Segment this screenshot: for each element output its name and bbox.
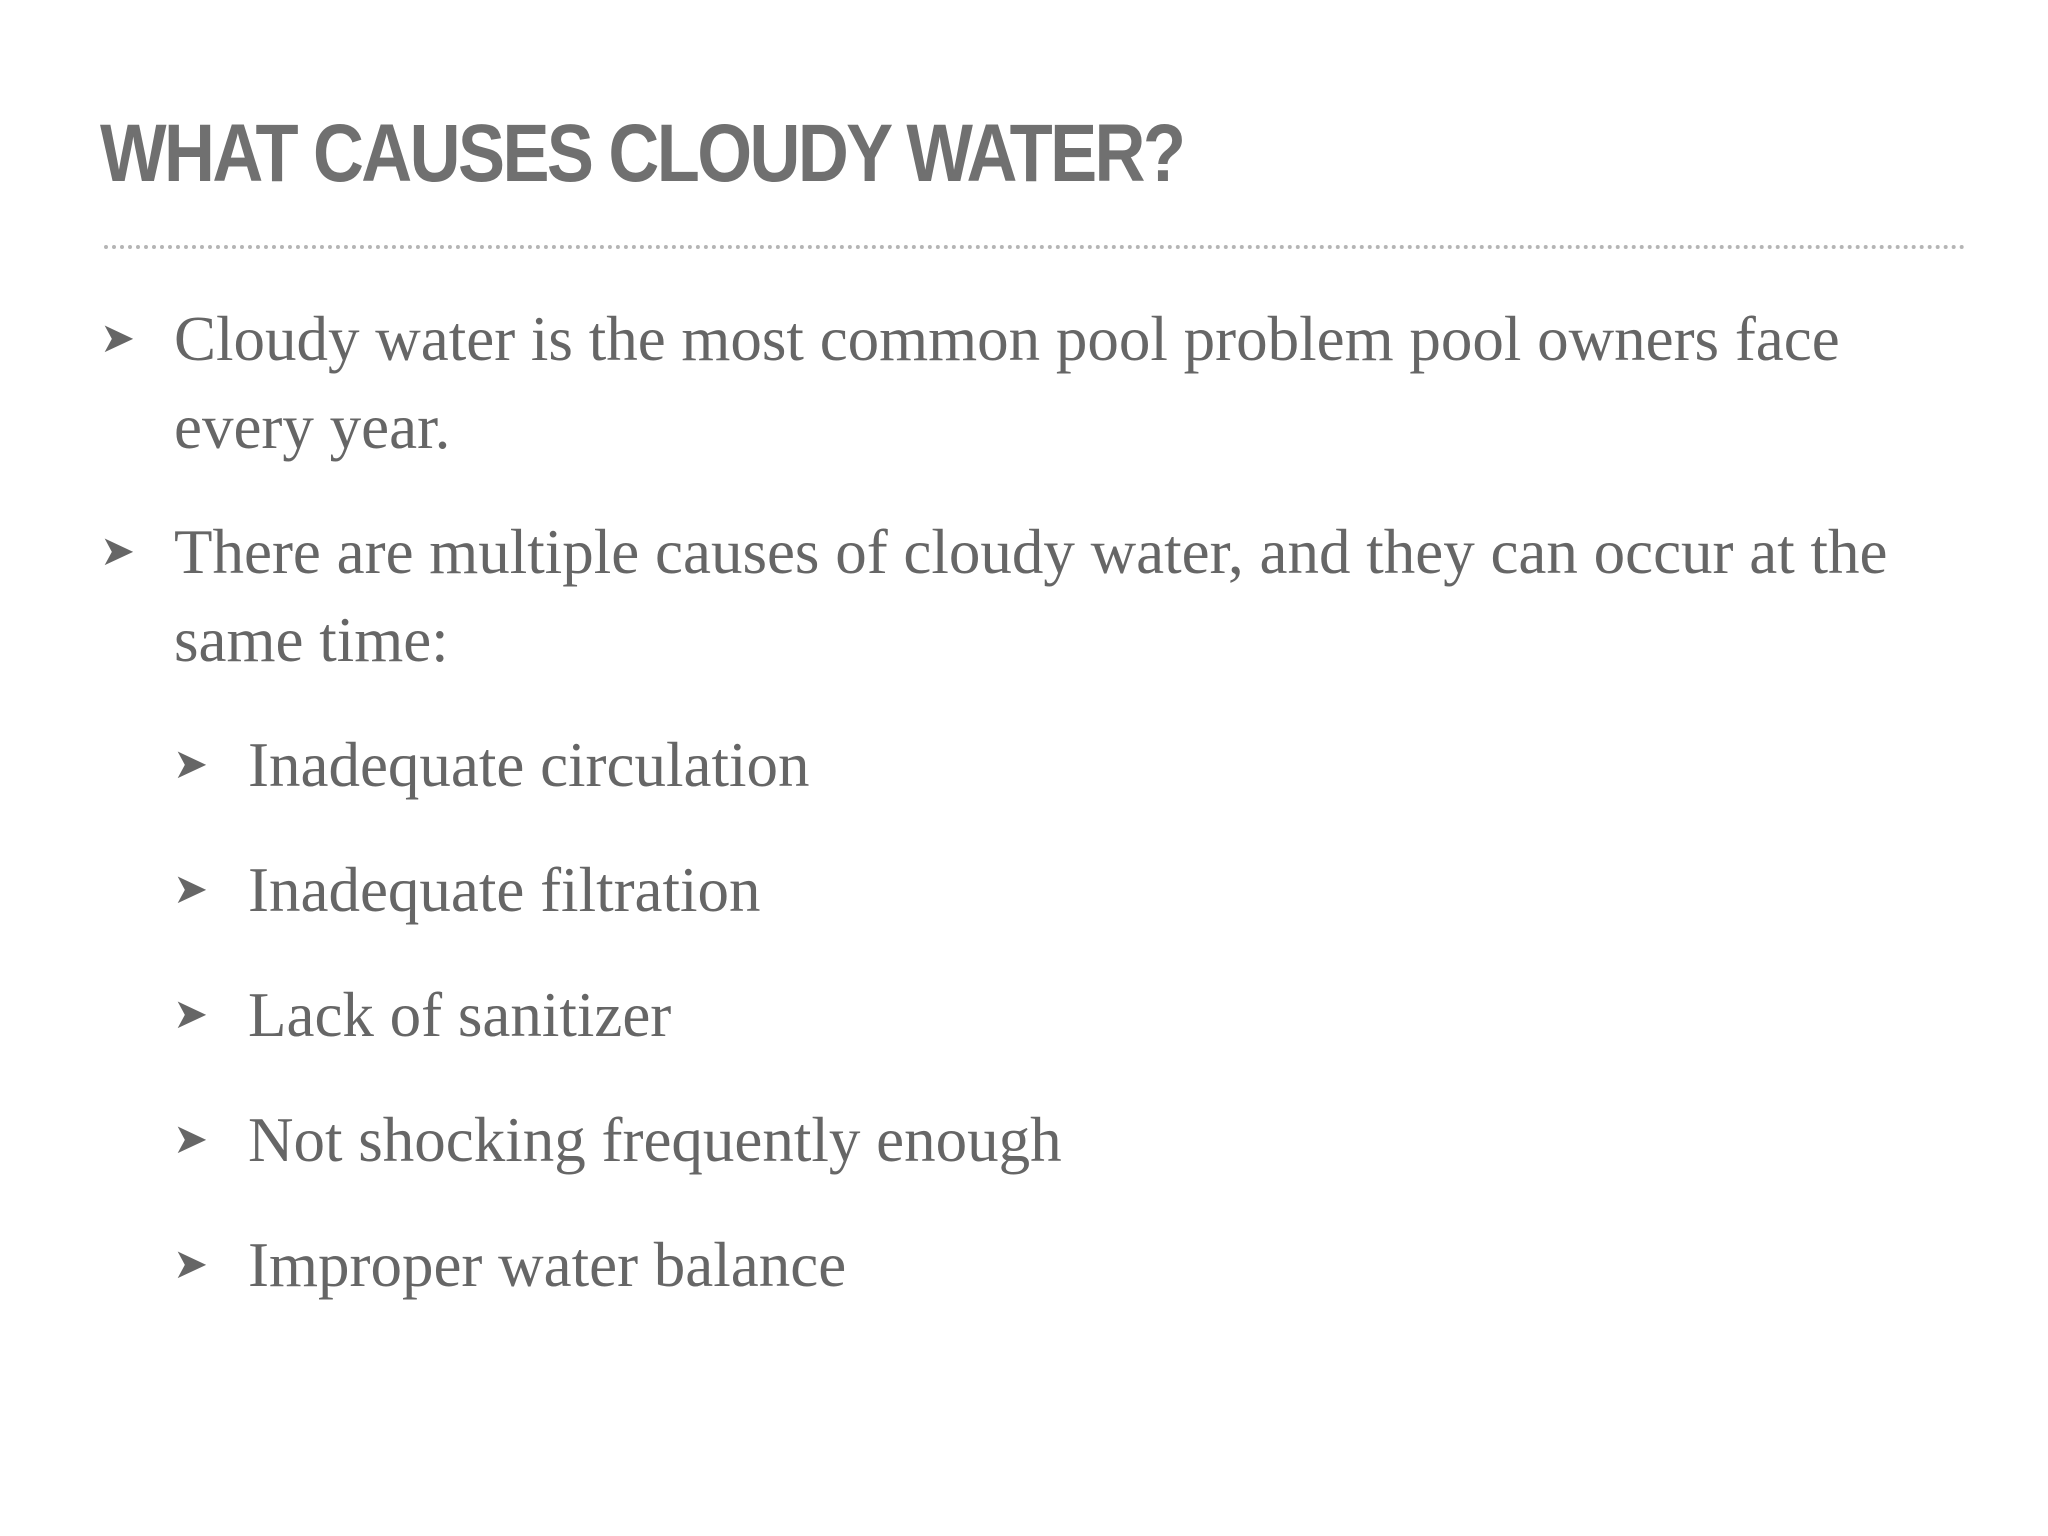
sub-bullet-item [173,846,1964,934]
arrow-bullet-icon: ➤ [173,1117,209,1163]
slide-title: WHAT CAUSES CLOUDY WATER? [100,108,1184,199]
bullet-text: There are multiple causes of cloudy water, and they can occur at the same time: [174,517,1888,675]
sub-bullet-text: Not shocking frequently enough [248,1105,1062,1175]
arrow-bullet-icon: ➤ [173,992,209,1038]
arrow-bullet-icon: ➤ [173,742,209,788]
arrow-bullet-icon: ➤ [100,529,136,575]
sub-bullet-item [173,721,1964,809]
arrow-bullet-icon: ➤ [173,1242,209,1288]
bullet-item [100,508,1964,684]
sub-bullet-text: Inadequate filtration [248,855,761,925]
arrow-bullet-icon: ➤ [100,316,136,362]
sub-bullet-text: Lack of sanitizer [248,980,672,1050]
sub-bullet-text: Improper water balance [248,1230,847,1300]
sub-bullet-item [173,971,1964,1059]
bullet-text: Cloudy water is the most common pool problem pool owners face every year. [174,304,1840,462]
sub-bullet-item [173,1221,1964,1309]
arrow-bullet-icon: ➤ [173,867,209,913]
sub-bullet-text: Inadequate circulation [248,730,810,800]
sub-bullet-item [173,1096,1964,1184]
bullet-item [100,295,1964,471]
